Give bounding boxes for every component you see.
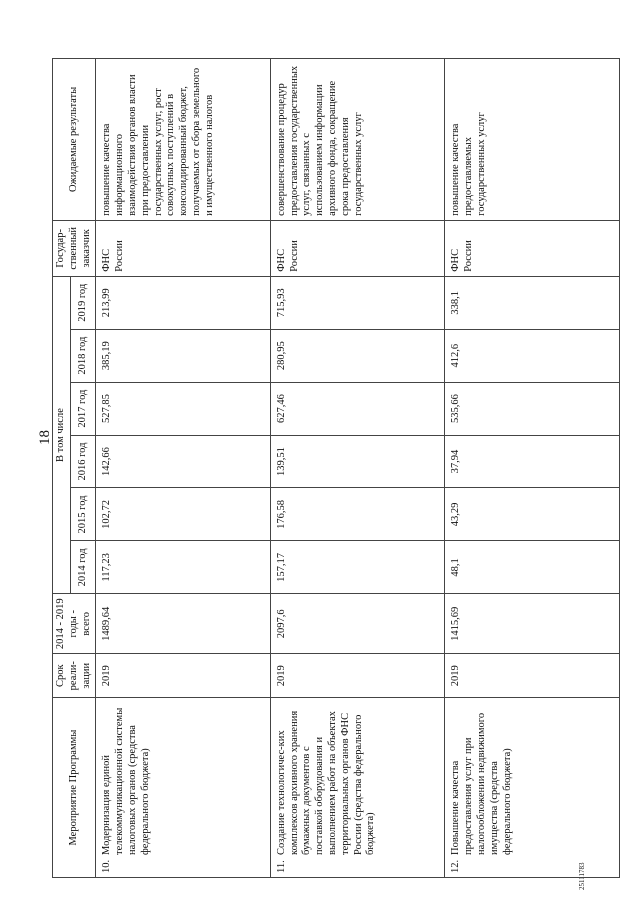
year-cell: 527,85 [96, 382, 270, 435]
year-cell: 157,17 [270, 541, 444, 594]
table-row [96, 59, 270, 878]
year-cell: 385,19 [96, 329, 270, 382]
header-row-1 [53, 59, 71, 878]
year-cell: 213,99 [96, 276, 270, 329]
header-activity: Мероприятие Программы [53, 698, 96, 878]
deadline-cell: 2019 [96, 654, 270, 698]
activity-cell [445, 698, 619, 878]
header-deadline: Срок реали-зации [53, 654, 96, 698]
total-cell: 1415,69 [445, 594, 619, 654]
year-cell: 280,95 [270, 329, 444, 382]
header-including: В том числе [53, 276, 71, 594]
activity-cell [270, 698, 444, 878]
row-number: 10. [101, 859, 113, 873]
total-cell: 1489,64 [96, 594, 270, 654]
year-cell: 117,23 [96, 541, 270, 594]
deadline-cell: 2019 [445, 654, 619, 698]
document-code: 25111783 [578, 862, 586, 890]
activity-cell [96, 698, 270, 878]
year-cell: 535,66 [445, 382, 619, 435]
total-cell: 2097,6 [270, 594, 444, 654]
header-year-2014: 2014 год [70, 541, 96, 594]
header-customer: Государ-ственный заказчик [53, 220, 96, 276]
customer-cell: ФНС России [445, 220, 619, 276]
deadline-cell: 2019 [270, 654, 444, 698]
results-cell: совершенствование процедур предоставления государственных услуг, связанных с использованием информации архивного фонда, сокращение срока предоставления государственных услуг [270, 59, 444, 221]
customer-cell: ФНС России [270, 220, 444, 276]
program-activities-table [52, 58, 620, 878]
activity-text: Создание технологичес-ких комплексов архивного хранения бумажных документов с поставкой оборудования и выполнением работ на объектах территориальных органов ФНС России (средства федерального бюджета) [275, 710, 377, 855]
row-number: 12. [450, 859, 462, 873]
header-year-2017: 2017 год [70, 382, 96, 435]
year-cell: 139,51 [270, 435, 444, 488]
year-cell: 338,1 [445, 276, 619, 329]
activity-text: Модернизация единой телекоммуникационной системы налоговых органов (средства федерального бюджета) [101, 707, 151, 855]
year-cell: 43,29 [445, 488, 619, 541]
year-cell: 142,66 [96, 435, 270, 488]
year-cell: 176,58 [270, 488, 444, 541]
table-row [270, 59, 444, 878]
year-cell: 627,46 [270, 382, 444, 435]
year-cell: 715,93 [270, 276, 444, 329]
results-cell: повышение качества предоставляемых государственных услуг [445, 59, 619, 221]
header-year-2016: 2016 год [70, 435, 96, 488]
header-total: 2014 - 2019 годы - всего [53, 594, 96, 654]
table-row [445, 59, 619, 878]
year-cell: 102,72 [96, 488, 270, 541]
header-year-2019: 2019 год [70, 276, 96, 329]
year-cell: 37,94 [445, 435, 619, 488]
year-cell: 412,6 [445, 329, 619, 382]
page-number: 18 [37, 430, 53, 445]
year-cell: 48,1 [445, 541, 619, 594]
customer-cell: ФНС России [96, 220, 270, 276]
header-year-2015: 2015 год [70, 488, 96, 541]
header-year-2018: 2018 год [70, 329, 96, 382]
header-results: Ожидаемые результаты [53, 59, 96, 221]
activity-text: Повышение качества предоставления услуг при налогообложении недвижимого имущества (средства федерального бюджета) [450, 712, 513, 855]
rotated-table-container [52, 58, 612, 878]
row-number: 11. [275, 860, 287, 873]
results-cell: повышение качества информационного взаимодействия органов власти при предоставлении государственных услуг, рост совокупных поступлений в консолидированный бюджет, получаемых от сбора земельного и имущественного налогов [96, 59, 270, 221]
